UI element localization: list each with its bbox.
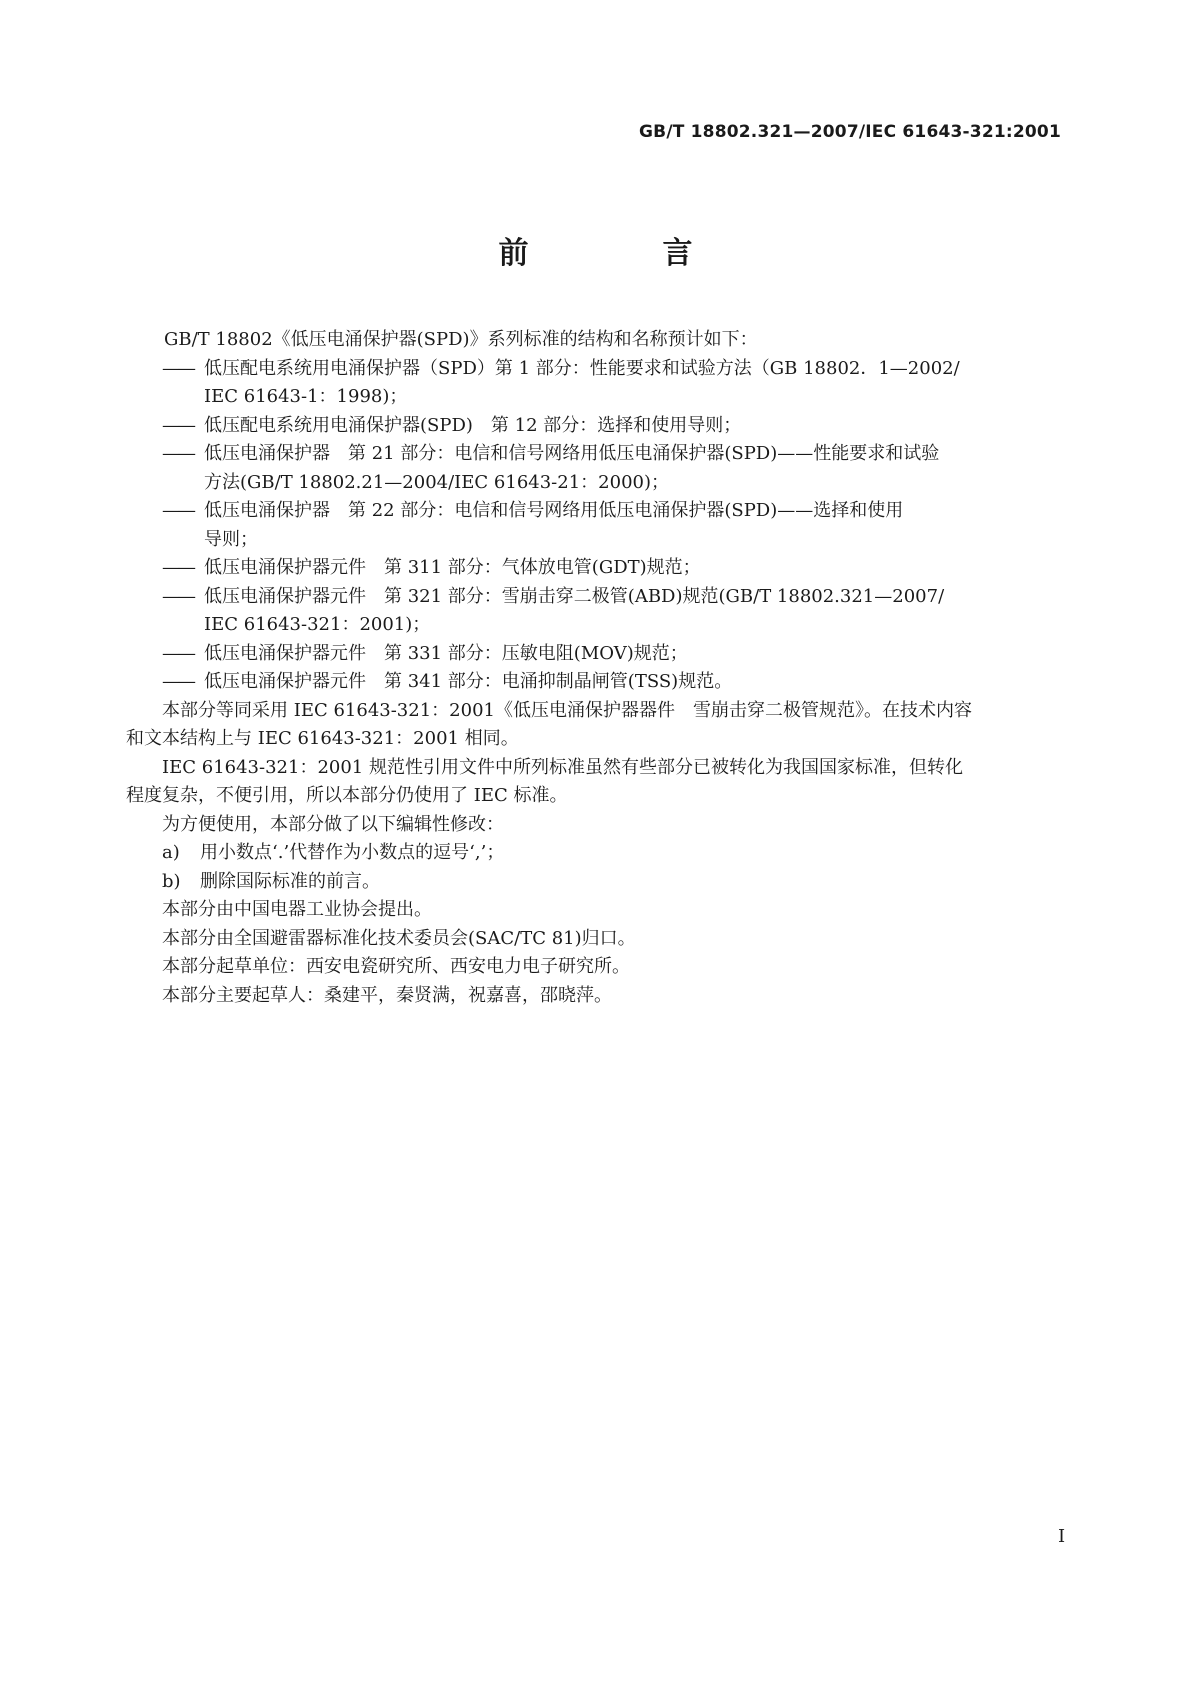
dash-marker: —— xyxy=(162,585,194,607)
list-marker: a) xyxy=(162,842,180,863)
dash-marker: —— xyxy=(162,500,194,521)
drafting-units-paragraph: 本部分起草单位：西安电瓷研究所、西安电力电子研究所。 xyxy=(162,956,630,977)
series-item xyxy=(164,583,1066,640)
centralized-by-paragraph: 本部分由全国避雷器标准化技术委员会(SAC/TC 81)归口。 xyxy=(162,927,636,949)
editorial-intro: 为方便使用，本部分做了以下编辑性修改： xyxy=(162,813,504,835)
dash-marker: —— xyxy=(162,357,194,379)
series-item-line: 低压电涌保护器元件 第 311 部分：气体放电管(GDT)规范； xyxy=(204,557,701,578)
dash-marker: —— xyxy=(162,443,194,464)
reference-paragraph xyxy=(126,754,1066,811)
adoption-paragraph xyxy=(126,697,1066,754)
paragraph-line: IEC 61643-321：2001 规范性引用文件中所列标准虽然有些部分已被转化为我国国家标准，但转化 xyxy=(162,756,963,778)
list-marker: b) xyxy=(162,870,181,892)
series-item xyxy=(164,668,1066,697)
dash-marker: —— xyxy=(162,642,194,664)
editorial-item xyxy=(162,868,1066,897)
dash-marker: —— xyxy=(162,671,194,692)
intro-paragraph: GB/T 18802《低压电涌保护器(SPD)》系列标准的结构和名称预计如下： xyxy=(164,329,758,350)
dash-marker: —— xyxy=(162,414,194,436)
series-list xyxy=(164,355,1066,697)
series-item-line: 低压电涌保护器 第 22 部分：电信和信号网络用低压电涌保护器(SPD)——选择和使用 xyxy=(204,500,904,521)
series-item-line: IEC 61643-321：2001)； xyxy=(204,614,431,635)
drafters-paragraph: 本部分主要起草人：桑建平，秦贤满，祝嘉喜，邵晓萍。 xyxy=(162,984,612,1006)
paragraph-line: 本部分等同采用 IEC 61643-321：2001《低压电涌保护器器件 雪崩击穿二极管规范》。在技术内容 xyxy=(162,699,972,721)
editorial-list xyxy=(162,839,1066,896)
series-item-line: IEC 61643-1：1998)； xyxy=(204,386,408,407)
series-item-line: 低压配电系统用电涌保护器(SPD) 第 12 部分：选择和使用导则； xyxy=(204,414,742,436)
series-item-line: 低压电涌保护器元件 第 331 部分：压敏电阻(MOV)规范； xyxy=(204,642,688,664)
document-code-header: GB/T 18802.321—2007/IEC 61643-321:2001 xyxy=(639,122,1061,142)
series-item xyxy=(164,440,1066,497)
series-item xyxy=(164,412,1066,441)
series-item xyxy=(164,554,1066,583)
foreword-body xyxy=(126,326,1066,1010)
series-item-line: 导则； xyxy=(204,528,258,550)
proposed-by-paragraph: 本部分由中国电器工业协会提出。 xyxy=(162,899,432,920)
series-item xyxy=(164,355,1066,412)
editorial-item-text: 用小数点‘.’代替作为小数点的逗号‘,’； xyxy=(200,842,505,863)
editorial-item-text: 删除国际标准的前言。 xyxy=(200,870,380,892)
editorial-item xyxy=(162,839,1066,868)
paragraph-line: 和文本结构上与 IEC 61643-321：2001 相同。 xyxy=(126,728,519,749)
page-number: I xyxy=(1058,1526,1066,1547)
series-item-line: 低压电涌保护器 第 21 部分：电信和信号网络用低压电涌保护器(SPD)——性能要求和试验 xyxy=(204,443,940,464)
paragraph-line: 程度复杂，不便引用，所以本部分仍使用了 IEC 标准。 xyxy=(126,785,568,806)
series-item-line: 低压电涌保护器元件 第 321 部分：雪崩击穿二极管(ABD)规范(GB/T 18802.321—2007/ xyxy=(204,585,945,607)
dash-marker: —— xyxy=(162,557,194,578)
series-item-line: 方法(GB/T 18802.21—2004/IEC 61643-21：2000)； xyxy=(204,471,670,493)
page-title: 前 言 xyxy=(498,236,745,271)
series-item-line: 低压电涌保护器元件 第 341 部分：电涌抑制晶闸管(TSS)规范。 xyxy=(204,671,733,692)
series-item xyxy=(164,640,1066,669)
series-item xyxy=(164,497,1066,554)
series-item-line: 低压配电系统用电涌保护器（SPD）第 1 部分：性能要求和试验方法（GB 18802．1—2002/ xyxy=(204,357,960,379)
